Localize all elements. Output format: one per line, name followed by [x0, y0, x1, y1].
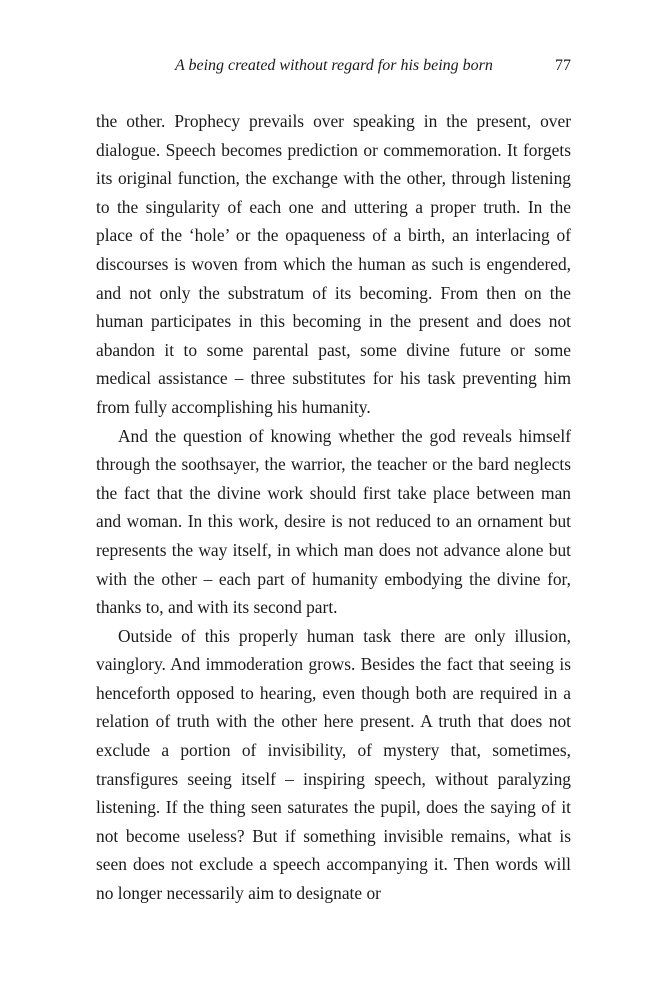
paragraph-2: And the question of knowing whether the god reveals himself through the soothsayer, the warrior, the teacher or the bard neglects the fact that the divine work should first take place between man and woman. In this work, desire is not reduced to an ornament but represents the way itself, in which man does not advance alone but with the other – each part of humanity embodying the divine for, thanks to, and with its second part.: [96, 425, 571, 618]
page-number: 77: [555, 57, 571, 74]
body-text: [96, 107, 571, 908]
paragraph-1: the other. Prophecy prevails over speaking in the present, over dialogue. Speech becomes prediction or commemoration. It forgets its original function, the exchange with the other, through listening to the singularity of each one and uttering a proper truth. In the place of the ‘hole’ or the opaqueness of a birth, an interlacing of discourses is woven from which the human as such is engendered, and not only the substratum of its becoming. From then on the human participates in this becoming in the present and does not abandon it to some parental past, some divine future or some medical assistance – three substitutes for his task preventing him from fully accomplishing his humanity.: [96, 111, 571, 417]
running-title: A being created without regard for his being born: [175, 57, 493, 74]
running-head: [96, 54, 571, 78]
paragraph-3: Outside of this properly human task there are only illusion, vainglory. And immoderation grows. Besides the fact that seeing is henceforth opposed to hearing, even though both are required in a relation of truth with the other here present. A truth that does not exclude a portion of invisibility, of mystery that, sometimes, transfigures seeing itself – inspiring speech, without paralyzing listening. If the thing seen saturates the pupil, does the saying of it not become useless? But if something invisible remains, what is seen does not exclude a speech accompanying it. Then words will no longer necessarily aim to designate or: [96, 625, 571, 904]
